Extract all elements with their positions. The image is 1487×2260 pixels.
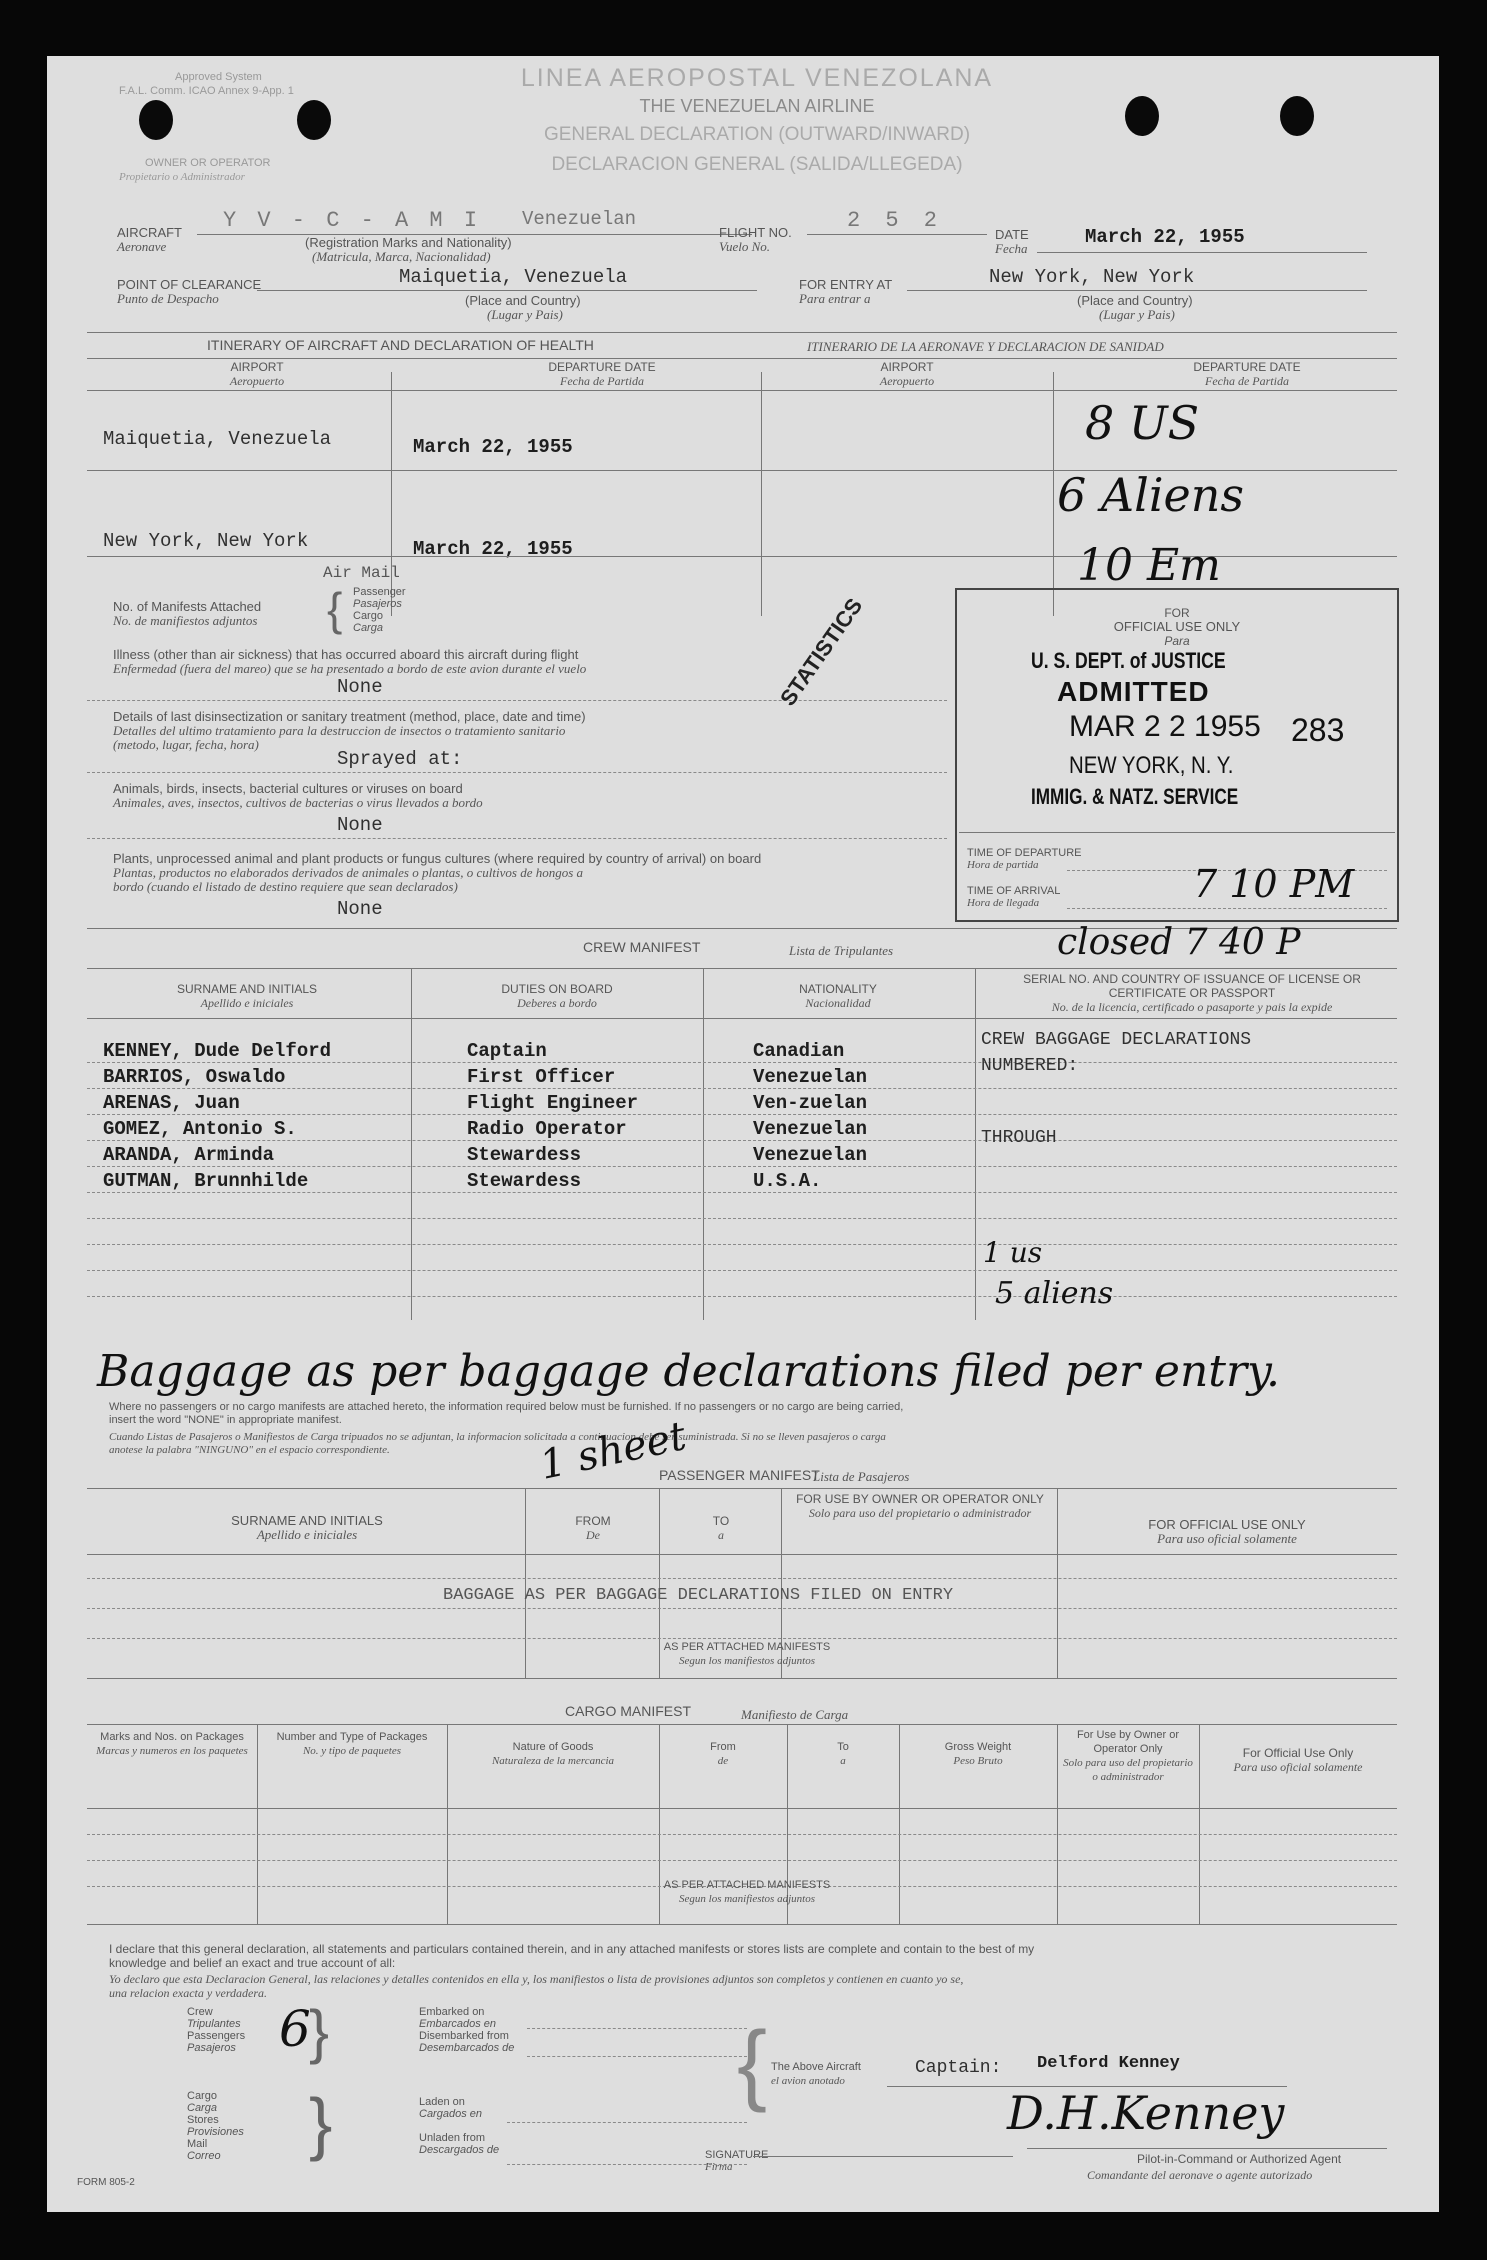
- pilot-label-es: Comandante del aeronave o agente autorizado: [1087, 2168, 1313, 2182]
- passenger-note-1: Where no passengers or no cargo manifests are attached hereto, the information required below must be furnished. If no passengers or no cargo are being carried,: [109, 1401, 904, 1413]
- declaration-text-es-2: una relacion exacta y verdadera.: [109, 1986, 268, 2000]
- laden-labels: Laden on Cargados en Unladen from Descargados de: [419, 2096, 500, 2156]
- aircraft-label-es: Aeronave: [117, 239, 167, 254]
- captain-name: Delford Kenney: [1037, 2054, 1180, 2073]
- handwritten-em-count: 10 Em: [1077, 540, 1221, 591]
- crew-nationality: Ven-zuelan: [753, 1092, 868, 1114]
- stamp-service: IMMIG. & NATZ. SERVICE: [1031, 784, 1239, 809]
- passenger-col-official: FOR OFFICIAL USE ONLY Para uso oficial solamente: [1148, 1517, 1306, 1546]
- passenger-col-name: SURNAME AND INITIALS Apellido e iniciales: [231, 1513, 383, 1542]
- passenger-note-3: Cuando Listas de Pasajeros o Manifiestos de Carga tripuados no se adjuntan, la informacion solicitada a continuacion debe ser suministrada. Si no se lleven pasajeros o carga: [109, 1431, 886, 1443]
- col-departure-2: DEPARTURE DATE Fecha de Partida: [1193, 360, 1301, 388]
- passenger-note-4: anotese la palabra "NINGUNO" en el espacio correspondiente.: [109, 1444, 390, 1456]
- registration-caption-es: (Matricula, Marca, Nacionalidad): [312, 249, 491, 264]
- crew-col-serial: SERIAL NO. AND COUNTRY OF ISSUANCE OF LICENSE OR CERTIFICATE OR PASSPORT No. de la licencia, certificado o pasaporte y pais la expide: [1023, 972, 1361, 1014]
- statistics-stamp: STATISTICS: [775, 593, 868, 711]
- handwritten-baggage-note: Baggage as per baggage declarations filed per entry.: [97, 1346, 1280, 1397]
- flight-label-es: Vuelo No.: [719, 239, 771, 254]
- above-aircraft-es: el avion anotado: [771, 2075, 845, 2087]
- time-departure-label-es: Hora de partida: [967, 859, 1039, 871]
- itinerary-date-1: March 22, 1955: [413, 436, 573, 458]
- place-caption: (Place and Country): [465, 293, 581, 308]
- passenger-col-from: FROM De: [575, 1514, 611, 1542]
- time-departure-label: TIME OF DEPARTURE: [967, 847, 1082, 859]
- registration-caption: (Registration Marks and Nationality): [305, 235, 512, 250]
- passenger-baggage-line: BAGGAGE AS PER BAGGAGE DECLARATIONS FILED ON ENTRY: [443, 1586, 954, 1605]
- embark-labels: Embarked on Embarcados en Disembarked from Desembarcados de: [419, 2006, 515, 2054]
- handwritten-us-count: 8 US: [1085, 396, 1200, 450]
- crew-duty: Captain: [467, 1040, 547, 1062]
- crew-manifest-title: CREW MANIFEST: [583, 939, 701, 955]
- cargo-col-owner: For Use by Owner or Operator Only Solo para uso del propietario o administrador: [1063, 1729, 1193, 1783]
- stamp-official: OFFICIAL USE ONLY: [1113, 619, 1241, 634]
- crew-nationality: Venezuelan: [753, 1118, 868, 1140]
- stamp-admitted: ADMITTED: [1057, 676, 1210, 707]
- plants-label-es2: bordo (cuando el listado de destino requiere que sean declarados): [113, 879, 458, 894]
- clearance-point: Maiquetia, Venezuela: [399, 266, 628, 288]
- crew-through: THROUGH: [981, 1128, 1057, 1148]
- illness-value: None: [337, 676, 383, 698]
- handwritten-closed-time: closed 7 40 P: [1057, 922, 1301, 963]
- time-arrival-label-es: Hora de llegada: [967, 897, 1040, 909]
- punch-hole: [1125, 96, 1159, 136]
- col-airport-2: AIRPORT Aeropuerto: [879, 360, 935, 388]
- punch-hole: [1280, 96, 1314, 136]
- stamp-date: MAR 2 2 1955: [1069, 710, 1261, 743]
- place-caption-es: (Lugar y Pais): [487, 307, 563, 322]
- general-declaration-document: [47, 56, 1439, 2212]
- crew-name: GUTMAN, Brunnhilde: [103, 1170, 309, 1192]
- air-mail: Air Mail: [323, 564, 400, 582]
- crew-name: KENNEY, Dude Delford: [103, 1040, 332, 1062]
- crew-col-nationality: NATIONALITY Nacionalidad: [799, 982, 877, 1010]
- declaration-text-2: knowledge and belief an exact and true account of all:: [109, 1956, 396, 1970]
- itinerary-airport-2: New York, New York: [103, 530, 309, 552]
- handwritten-crew-aliens: 5 aliens: [995, 1276, 1114, 1311]
- manifests-label: No. of Manifests Attached: [113, 599, 262, 614]
- crew-numbered: NUMBERED:: [981, 1056, 1079, 1076]
- clearance-label: POINT OF CLEARANCE: [117, 277, 262, 292]
- form-number: FORM 805-2: [77, 2177, 135, 2188]
- crew-duty: Flight Engineer: [467, 1092, 639, 1114]
- crew-passenger-labels: Crew Tripulantes Passengers Pasajeros: [187, 2006, 246, 2054]
- signature-label: SIGNATURE: [705, 2149, 769, 2161]
- crew-col-name: SURNAME AND INITIALS Apellido e iniciales: [176, 982, 318, 1010]
- manifest-types: Passenger Pasajeros Cargo Carga: [353, 586, 406, 634]
- manifests-label-es: No. de manifiestos adjuntos: [113, 613, 258, 628]
- cargo-manifest-title-es: Manifiesto de Carga: [741, 1707, 849, 1722]
- passenger-attached: AS PER ATTACHED MANIFESTS Segun los manifiestos adjuntos: [663, 1641, 831, 1667]
- captain-signature: D.H.Kenney: [1007, 2086, 1285, 2140]
- animals-label: Animals, birds, insects, bacterial cultures or viruses on board: [113, 781, 463, 796]
- crew-nationality: U.S.A.: [753, 1170, 822, 1192]
- itinerary-title: ITINERARY OF AIRCRAFT AND DECLARATION OF HEALTH: [207, 337, 594, 353]
- handwritten-crew-us: 1 us: [983, 1236, 1043, 1269]
- disinsect-label-es: Detalles del ultimo tratamiento para la destruccion de insectos o tratamiento sanitario: [113, 723, 566, 738]
- flight-label: FLIGHT NO.: [719, 225, 792, 240]
- cargo-col-nature: Nature of Goods Naturaleza de la mercancia: [491, 1741, 615, 1767]
- time-arrival-value: 7 10 PM: [1193, 862, 1355, 906]
- cargo-col-weight: Gross Weight Peso Bruto: [944, 1741, 1012, 1767]
- crew-name: ARENAS, Juan: [103, 1092, 240, 1114]
- crew-nationality: Canadian: [753, 1040, 845, 1062]
- bracket: }: [309, 2084, 333, 2162]
- above-aircraft: The Above Aircraft: [771, 2061, 861, 2073]
- disinsect-value: Sprayed at:: [337, 748, 463, 770]
- cargo-col-from: From de: [710, 1741, 736, 1767]
- declaration-text-1: I declare that this general declaration, all statements and particulars contained therein, and in any attached manifests or stores lists are complete and contain to the best of my: [109, 1942, 1035, 1956]
- cargo-col-official: For Official Use Only Para uso oficial solamente: [1233, 1746, 1363, 1774]
- signature-label-es: Firma: [705, 2161, 733, 2173]
- passenger-col-owner: FOR USE BY OWNER OR OPERATOR ONLY Solo para uso del propietario o administrador: [796, 1492, 1044, 1520]
- form-title-es: DECLARACION GENERAL (SALIDA/LLEGEDA): [551, 154, 963, 175]
- entry-place-caption-es: (Lugar y Pais): [1099, 307, 1175, 322]
- aircraft-nationality: Venezuelan: [522, 208, 637, 230]
- approved-text: Approved System: [175, 71, 262, 83]
- owner-label-es: Propietario o Administrador: [119, 171, 245, 183]
- bracket: {: [737, 2014, 768, 2114]
- handwritten-aliens-count: 6 Aliens: [1057, 468, 1244, 522]
- illness-label-es: Enfermedad (fuera del mareo) que se ha presentado a bordo de este avion durante el vuelo: [113, 661, 587, 676]
- aircraft-registration: Y V - C - A M I: [223, 208, 482, 233]
- plants-label: Plants, unprocessed animal and plant products or fungus cultures (where required by country of arrival) on board: [113, 851, 762, 866]
- disinsect-label: Details of last disinsectization or sanitary treatment (method, place, date and time): [113, 709, 586, 724]
- handwritten-sheet-count: 1 sheet: [535, 1413, 691, 1489]
- flight-date: March 22, 1955: [1085, 226, 1245, 248]
- entry-place-caption: (Place and Country): [1077, 293, 1193, 308]
- crew-manifest-title-es: Lista de Tripulantes: [789, 943, 894, 958]
- disinsect-label-es2: (metodo, lugar, fecha, hora): [113, 737, 259, 752]
- entry-point: New York, New York: [989, 266, 1195, 288]
- entry-label-es: Para entrar a: [799, 291, 871, 306]
- fal-text: F.A.L. Comm. ICAO Annex 9-App. 1: [119, 85, 294, 97]
- col-airport-1: AIRPORT Aeropuerto: [229, 360, 285, 388]
- entry-label: FOR ENTRY AT: [799, 277, 893, 292]
- date-label: DATE: [995, 227, 1029, 242]
- airline-name-en: THE VENEZUELAN AIRLINE: [639, 96, 875, 116]
- crew-duty: Radio Operator: [467, 1118, 627, 1140]
- cargo-manifest-title: CARGO MANIFEST: [565, 1703, 692, 1719]
- crew-baggage-note: CREW BAGGAGE DECLARATIONS: [981, 1030, 1252, 1050]
- crew-nationality: Venezuelan: [753, 1144, 868, 1166]
- passenger-manifest-title-es: Lista de Pasajeros: [813, 1469, 910, 1484]
- stamp-number: 283: [1291, 712, 1345, 748]
- time-arrival-label: TIME OF ARRIVAL: [967, 885, 1061, 897]
- form-title-en: GENERAL DECLARATION (OUTWARD/INWARD): [543, 124, 971, 145]
- crew-duty: First Officer: [467, 1066, 616, 1088]
- crew-name: BARRIOS, Oswaldo: [103, 1066, 286, 1088]
- passenger-manifest-title: PASSENGER MANIFEST: [659, 1467, 820, 1483]
- owner-label: OWNER OR OPERATOR: [145, 157, 271, 169]
- stamp-city: NEW YORK, N. Y.: [1069, 752, 1234, 779]
- crew-col-duties: DUTIES ON BOARD Deberes a bordo: [501, 982, 613, 1010]
- airline-name-es: LINEA AEROPOSTAL VENEZOLANA: [520, 64, 994, 92]
- crew-name: ARANDA, Arminda: [103, 1144, 275, 1166]
- cargo-item-labels: Cargo Carga Stores Provisiones Mail Correo: [187, 2090, 244, 2162]
- date-label-es: Fecha: [995, 241, 1028, 256]
- plants-label-es: Plantas, productos no elaborados derivados de animales o plantas, o cultivos de hongos a: [113, 865, 584, 880]
- stamp-for: FOR: [1164, 606, 1190, 620]
- passenger-note-2: insert the word "NONE" in appropriate manifest.: [109, 1414, 342, 1426]
- stamp-dept: U. S. DEPT. of JUSTICE: [1031, 648, 1226, 673]
- cargo-col-marks: Marks and Nos. on Packages Marcas y numeros en los paquetes: [96, 1731, 248, 1757]
- handwritten-crew-total: 6: [279, 2000, 311, 2058]
- crew-name: GOMEZ, Antonio S.: [103, 1118, 297, 1140]
- cargo-attached: AS PER ATTACHED MANIFESTS Segun los manifiestos adjuntos: [663, 1879, 831, 1905]
- illness-label: Illness (other than air sickness) that has occurred aboard this aircraft during flight: [113, 647, 579, 662]
- crew-duty: Stewardess: [467, 1144, 582, 1166]
- passenger-col-to: TO a: [712, 1514, 730, 1542]
- animals-label-es: Animales, aves, insectos, cultivos de bacterias o virus llevados a bordo: [113, 795, 483, 810]
- col-departure-1: DEPARTURE DATE Fecha de Partida: [548, 360, 656, 388]
- declaration-text-es-1: Yo declaro que esta Declaracion General, las relaciones y detalles contenidos en ella y, los manifiestos o lista de provisiones adjuntos son completos y contienen en cuanto yo se,: [109, 1972, 964, 1986]
- flight-number: 2 5 2: [847, 208, 944, 233]
- pilot-label: Pilot-in-Command or Authorized Agent: [1137, 2152, 1342, 2166]
- aircraft-label: AIRCRAFT: [117, 225, 182, 240]
- crew-duty: Stewardess: [467, 1170, 582, 1192]
- itinerary-airport-1: Maiquetia, Venezuela: [103, 428, 332, 450]
- punch-hole: [139, 100, 173, 140]
- plants-value: None: [337, 898, 383, 920]
- clearance-label-es: Punto de Despacho: [117, 291, 219, 306]
- cargo-col-to: To a: [837, 1741, 849, 1767]
- punch-hole: [297, 100, 331, 140]
- captain-label: Captain:: [915, 2058, 1002, 2078]
- stamp-para: Para: [1164, 634, 1190, 648]
- bracket: {: [327, 583, 343, 635]
- bracket: }: [309, 1998, 330, 2065]
- itinerary-title-es: ITINERARIO DE LA AERONAVE Y DECLARACION DE SANIDAD: [807, 339, 1164, 354]
- crew-nationality: Venezuelan: [753, 1066, 868, 1088]
- cargo-col-packages: Number and Type of Packages No. y tipo de paquetes: [276, 1731, 428, 1757]
- itinerary-date-2: March 22, 1955: [413, 538, 573, 560]
- animals-value: None: [337, 814, 383, 836]
